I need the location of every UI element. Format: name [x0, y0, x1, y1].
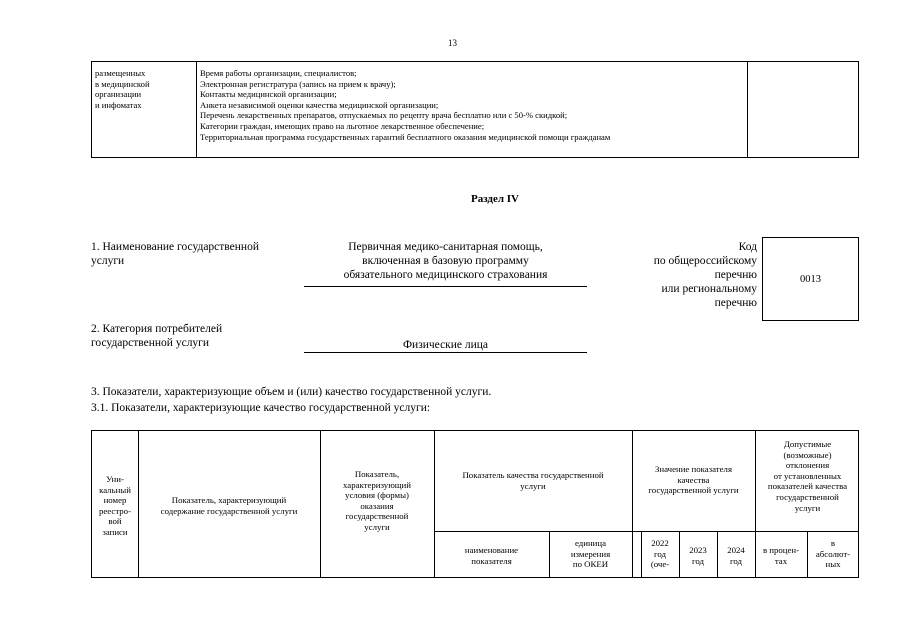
quality-indicators-table [91, 430, 859, 578]
cell-line: организации [95, 89, 142, 100]
value-line: обязательного медицинского страхования [343, 269, 548, 281]
service-code-box [762, 237, 859, 321]
header-conditions-indicator: Показатель, характеризующий условия (формы) оказания государственной услуги [343, 469, 411, 532]
label-line: государственной услуги [91, 337, 210, 349]
consumer-underline [304, 352, 587, 353]
header-quality-indicator: Показатель качества государственной услуги [462, 470, 604, 491]
service-name-underline [304, 286, 587, 287]
consumer-category-label [91, 322, 311, 350]
header-allowed-deviations: Допустимые (возможные) отклонения от установленных показателей качества государственной услуги [767, 439, 848, 513]
code-label [600, 240, 757, 310]
quality-indicators-heading: 3.1. Показатели, характеризующие качество государственной услуги: [91, 402, 431, 414]
placement-content-cell [197, 62, 748, 157]
subheader-unit-okei: единица измерения по ОКЕИ [570, 538, 611, 570]
label-line: 2. Категория потребителей [91, 323, 223, 335]
indicators-heading: 3. Показатели, характеризующие объем и (или) качество государственной услуги. [91, 386, 492, 398]
label-line: перечню [714, 297, 757, 309]
cell-line: размещенных [95, 68, 146, 78]
consumer-category-value: Физические лица [402, 339, 489, 351]
grid-line [641, 531, 642, 577]
label-line: по общероссийскому [653, 255, 757, 267]
page-number: 13 [448, 38, 457, 48]
cell-line: Время работы организации, специалистов; [200, 68, 357, 78]
subheader-year-2023: 2023 год [689, 545, 707, 566]
header-unique-number: Уни- кальный номер реестро- вой записи [98, 474, 131, 537]
value-line: Первичная медико-санитарная помощь, [348, 241, 543, 253]
cell-line: Анкета независимой оценки качества медицинской организации; [200, 99, 439, 110]
grid-line [434, 531, 859, 532]
cell-line: в медицинской [95, 78, 150, 89]
service-name-value [304, 240, 587, 282]
cell-line: Территориальная программа государственных гарантий бесплатного оказания медицинской помощи гражданам [200, 131, 611, 142]
label-line: услуги [91, 255, 125, 267]
subheader-year-2022: 2022 год (оче- [650, 538, 670, 570]
label-line: Код [738, 241, 757, 253]
cell-line: Электронная регистратура (запись на прием к врачу); [200, 78, 396, 89]
cell-line: Контакты медицинской организации; [200, 89, 337, 100]
subheader-deviation-percent: в процен- тах [762, 545, 800, 566]
subheader-year-2024: 2024 год [727, 545, 745, 566]
cell-line: Категории граждан, имеющих право на льготное лекарственное обеспечение; [200, 120, 485, 131]
header-content-indicator: Показатель, характеризующий содержание государственной услуги [160, 495, 298, 516]
grid-line [632, 431, 633, 577]
cell-line: и инфоматах [95, 99, 142, 110]
section-title: Раздел IV [470, 193, 520, 205]
subheader-deviation-absolute: в абсолют- ных [815, 538, 851, 570]
header-indicator-values: Значение показателя качества государственной услуги [648, 464, 739, 496]
service-code-value: 0013 [800, 273, 821, 285]
label-line: перечню [714, 269, 757, 281]
service-name-label [91, 240, 311, 268]
label-line: или региональному [661, 283, 757, 295]
value-line: включенная в базовую программу [362, 255, 529, 267]
label-line: 1. Наименование государственной [91, 241, 259, 253]
cell-line: Перечень лекарственных препаратов, отпускаемых по рецепту врача бесплатно или с 50-% скидкой; [200, 110, 568, 121]
info-placement-table [91, 61, 859, 158]
subheader-indicator-name: наименование показателя [464, 545, 519, 566]
placement-location-cell [92, 62, 197, 157]
